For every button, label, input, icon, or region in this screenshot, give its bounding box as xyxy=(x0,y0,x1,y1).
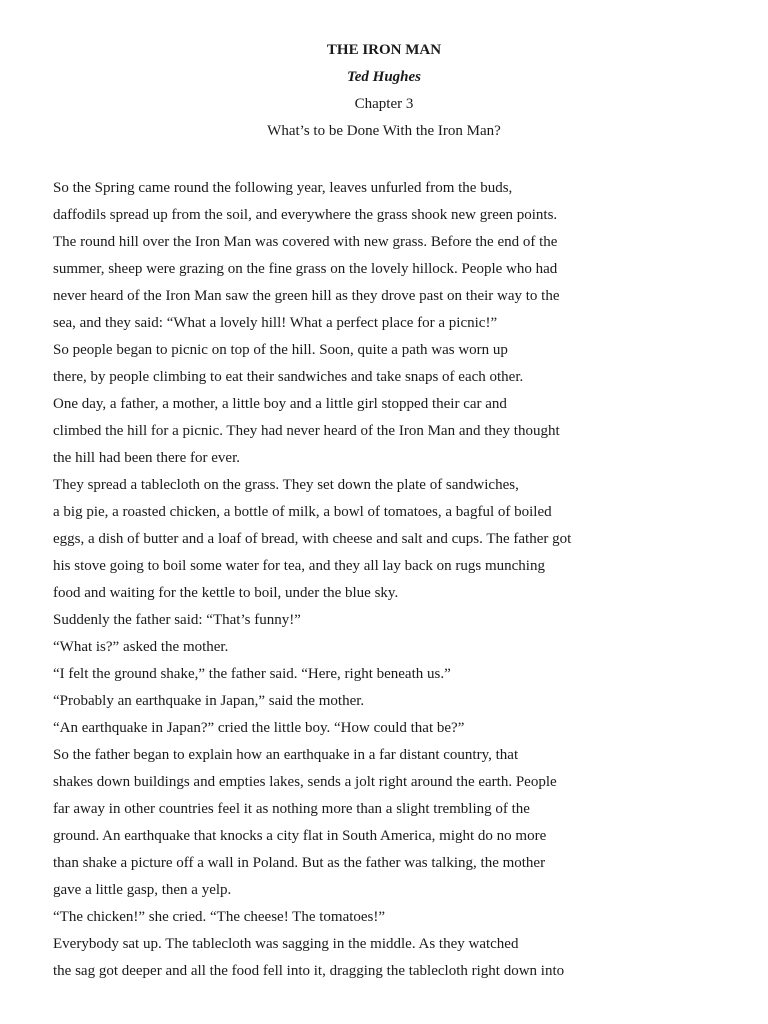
book-title: THE IRON MAN xyxy=(326,42,442,58)
text-line: daffodils spread up from the soil, and everywhere the grass shook new green points. xyxy=(53,207,558,223)
text-line: a big pie, a roasted chicken, a bottle of milk, a bowl of tomatoes, a bagful of boiled xyxy=(53,504,552,520)
text-line: his stove going to boil some water for tea, and they all lay back on rugs munching xyxy=(53,558,545,574)
text-line: ground. An earthquake that knocks a city flat in South America, might do no more xyxy=(53,828,547,844)
text-line: “I felt the ground shake,” the father said. “Here, right beneath us.” xyxy=(53,666,451,682)
text-line: Everybody sat up. The tablecloth was sagging in the middle. As they watched xyxy=(53,936,519,952)
text-line: sea, and they said: “What a lovely hill! What a perfect place for a picnic!” xyxy=(53,315,498,331)
text-line: One day, a father, a mother, a little boy and a little girl stopped their car and xyxy=(53,396,507,412)
text-line: the hill had been there for ever. xyxy=(53,450,241,466)
text-line: shakes down buildings and empties lakes, sends a jolt right around the earth. People xyxy=(53,774,557,790)
text-line: never heard of the Iron Man saw the green hill as they drove past on their way to the xyxy=(53,288,560,304)
text-line: eggs, a dish of butter and a loaf of bread, with cheese and salt and cups. The father got xyxy=(53,531,572,547)
text-line: “What is?” asked the mother. xyxy=(53,639,229,655)
text-line: They spread a tablecloth on the grass. They set down the plate of sandwiches, xyxy=(53,477,519,493)
chapter-title: What’s to be Done With the Iron Man? xyxy=(267,123,501,139)
text-line: climbed the hill for a picnic. They had never heard of the Iron Man and they thought xyxy=(53,423,560,439)
body-text xyxy=(53,175,653,985)
text-line: “The chicken!” she cried. “The cheese! The tomatoes!” xyxy=(53,909,386,925)
text-line: food and waiting for the kettle to boil, under the blue sky. xyxy=(53,585,399,601)
text-line: summer, sheep were grazing on the fine grass on the lovely hillock. People who had xyxy=(53,261,558,277)
text-line: than shake a picture off a wall in Poland. But as the father was talking, the mother xyxy=(53,855,546,871)
text-line: The round hill over the Iron Man was covered with new grass. Before the end of the xyxy=(53,234,558,250)
text-line: So people began to picnic on top of the hill. Soon, quite a path was worn up xyxy=(53,342,508,358)
text-line: far away in other countries feel it as nothing more than a slight trembling of the xyxy=(53,801,530,817)
text-line: So the Spring came round the following year, leaves unfurled from the buds, xyxy=(53,180,513,196)
text-line: gave a little gasp, then a yelp. xyxy=(53,882,232,898)
chapter-number: Chapter 3 xyxy=(354,96,414,112)
author-name: Ted Hughes xyxy=(346,69,422,85)
text-line: So the father began to explain how an earthquake in a far distant country, that xyxy=(53,747,519,763)
text-line: the sag got deeper and all the food fell into it, dragging the tablecloth right down into xyxy=(53,963,565,979)
text-line: Suddenly the father said: “That’s funny!” xyxy=(53,612,301,628)
text-line: “An earthquake in Japan?” cried the little boy. “How could that be?” xyxy=(53,720,465,736)
text-line: “Probably an earthquake in Japan,” said the mother. xyxy=(53,693,365,709)
text-line: there, by people climbing to eat their sandwiches and take snaps of each other. xyxy=(53,369,524,385)
